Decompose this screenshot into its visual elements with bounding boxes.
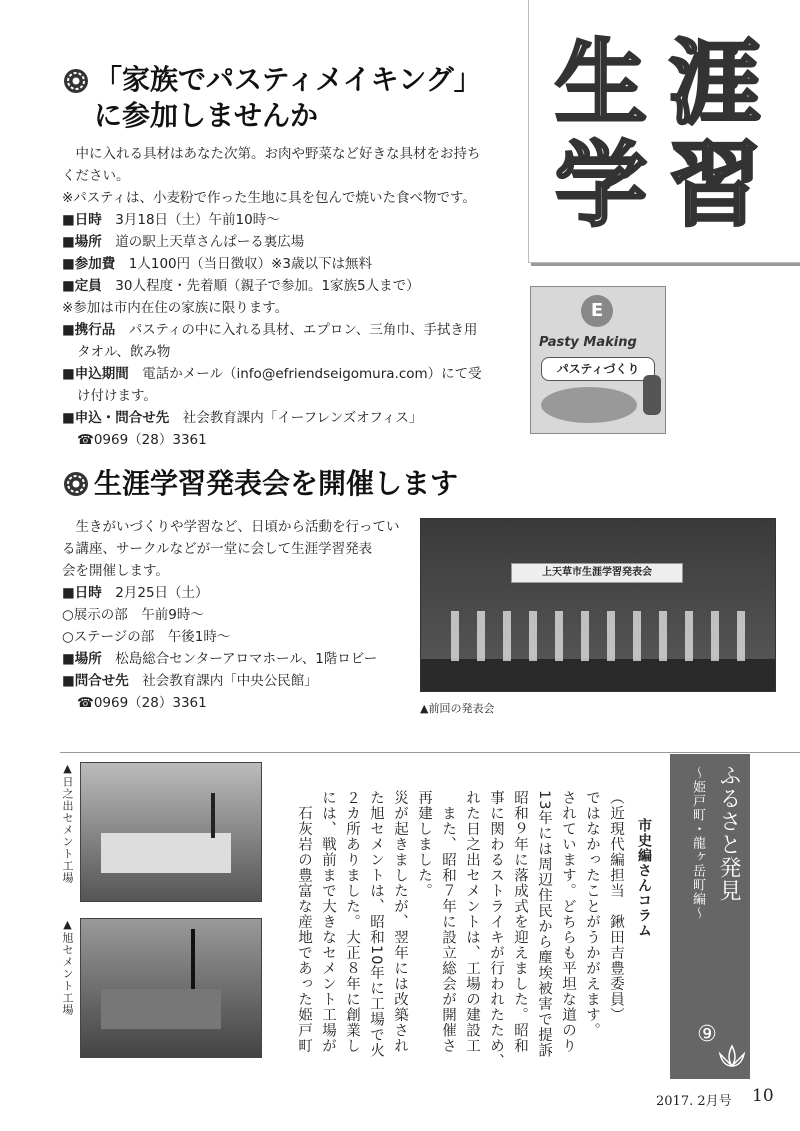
- photo-caption: ▲前回の発表会: [420, 702, 495, 715]
- info-row: ■日時 2月25日（土）: [62, 585, 209, 601]
- chef-figure: [643, 375, 661, 415]
- furusato-box: [670, 754, 750, 1079]
- box-title: ふるさと発見: [716, 764, 741, 902]
- stage-sign: 上天草市生涯学習発表会: [511, 563, 683, 583]
- badge-char: 学: [555, 132, 648, 239]
- stage-floor: [421, 659, 775, 691]
- section1-title: 「家族でパスティメイキング」 に参加しませんか: [94, 63, 482, 132]
- info-row: ■問合せ先 社会教育課内「中央公民館」: [62, 673, 318, 689]
- info-row: ■携行品 パスティの中に入れる具材、エプロン、三角巾、手拭き用: [62, 322, 478, 338]
- info-row: ■場所 松島総合センターアロマホール、1階ロビー: [62, 651, 378, 667]
- page-number: 10: [752, 1086, 774, 1106]
- flower-icon: [63, 68, 89, 94]
- section2-body: 生きがいづくりや学習など、日頃から活動を行ってい る講座、サークルなどが一堂に会して生涯学習発表 会を開催します。 ■日時 2月25日（土） ○展示の部 午前9時～ ○ステージの部 午後1時～ ■場所 松島総合センターアロマホール、1階ロビー ■問合せ先 社会教育課内「中央公民館」 ☎0969（28）3361: [62, 516, 412, 714]
- pasty-food-shape: [541, 387, 637, 423]
- badge-char: 習: [669, 132, 762, 239]
- event-stage-photo: [420, 518, 776, 692]
- poster-banner: パスティづくり: [541, 357, 655, 381]
- phone-number: ☎0969（28）3361: [77, 695, 207, 711]
- performers: [451, 611, 751, 661]
- column-credit: （近現代編担当 鍬田吉豊委員）: [608, 790, 624, 1023]
- box-subtitle: ～姫戸町・龍ヶ岳町編～: [690, 766, 705, 920]
- asahi-cement-photo: [80, 918, 262, 1058]
- hinode-cement-photo: [80, 762, 262, 902]
- info-row: ■申込期間 電話かメール（info@efriendseigomura.com）にて受: [62, 366, 482, 382]
- photo1-caption: ▲日之出セメント工場: [61, 762, 74, 884]
- badge-char: 涯: [669, 30, 762, 137]
- flower-icon: [63, 471, 89, 497]
- section-divider: [60, 752, 800, 753]
- column-body: （近現代編担当 鍬田吉豊委員） ではなかったことがうかがえます。 されています。どちらも平坦な道のり 13年には周辺住民から塵埃被害で提訴 昭和９年に落成式を迎えました。昭和 事に関わるストライキが行われたため、 れた日之出セメントは、工場の建設工 また、昭和７年に設立総会が開催さ 再建しました。 災が起きましたが、翌年には改築され た旭セメントは、昭和10年に工場で火 ２カ所ありました。大正８年に創業し には、戦前まで大きなセメント工場が 石灰岩の豊富な産地であった姫戸町: [296, 790, 624, 1069]
- badge-char: 生: [555, 30, 648, 137]
- chimney: [211, 793, 215, 838]
- info-row: ■申込・問合せ先 社会教育課内「イーフレンズオフィス」: [62, 410, 423, 426]
- phone-number: ☎0969（28）3361: [77, 432, 207, 448]
- section1-body: 中に入れる具材はあなた次第。お肉や野菜など好きな具材をお持ち ください。 ※パスティは、小麦粉で作った生地に具を包んで焼いた食べ物です。 ■日時 3月18日（土）午前10時～ ■場所 道の駅上天草さんぱーる裏広場 ■参加費 1人100円（当日徴収）※3歳以下は無料 ■定員 30人程度・先着順（親子で参加。1家族5人まで） ※参加は市内在住の家族に限ります。 ■携行品 パスティの中に入れる具材、エプロン、三角巾、手拭き用 タオル、飲み物 ■申込期間 電話かメール（info@efriendseigomura.com）にて受 け付けます。 ■申込・問合せ先 社会教育課内「イーフレンズオフィス」 ☎0969（28）3361: [62, 143, 517, 451]
- info-row: ■場所 道の駅上天草さんぱーる裏広場: [62, 234, 305, 250]
- section2-title: 生涯学習発表会を開催します: [94, 467, 459, 500]
- info-row: ■日時 3月18日（土）午前10時～: [62, 212, 280, 228]
- photo2-caption: ▲旭セメント工場: [61, 918, 74, 1016]
- issue-label: 2017. 2月号: [656, 1094, 732, 1109]
- factory-building: [101, 989, 221, 1029]
- pasty-poster-image: [530, 286, 666, 434]
- box-number: ⑨: [697, 1022, 717, 1047]
- column-heading: 市史編さんコラム: [636, 818, 652, 938]
- poster-logo: E: [581, 295, 613, 327]
- info-row: ■定員 30人程度・先着順（親子で参加。1家族5人まで）: [62, 278, 420, 294]
- lotus-icon: [716, 1042, 748, 1072]
- factory-building: [101, 833, 231, 873]
- info-row: ■参加費 1人100円（当日徴収）※3歳以下は無料: [62, 256, 373, 272]
- lifelong-learning-badge: [528, 0, 800, 263]
- poster-script-text: Pasty Making: [539, 335, 637, 350]
